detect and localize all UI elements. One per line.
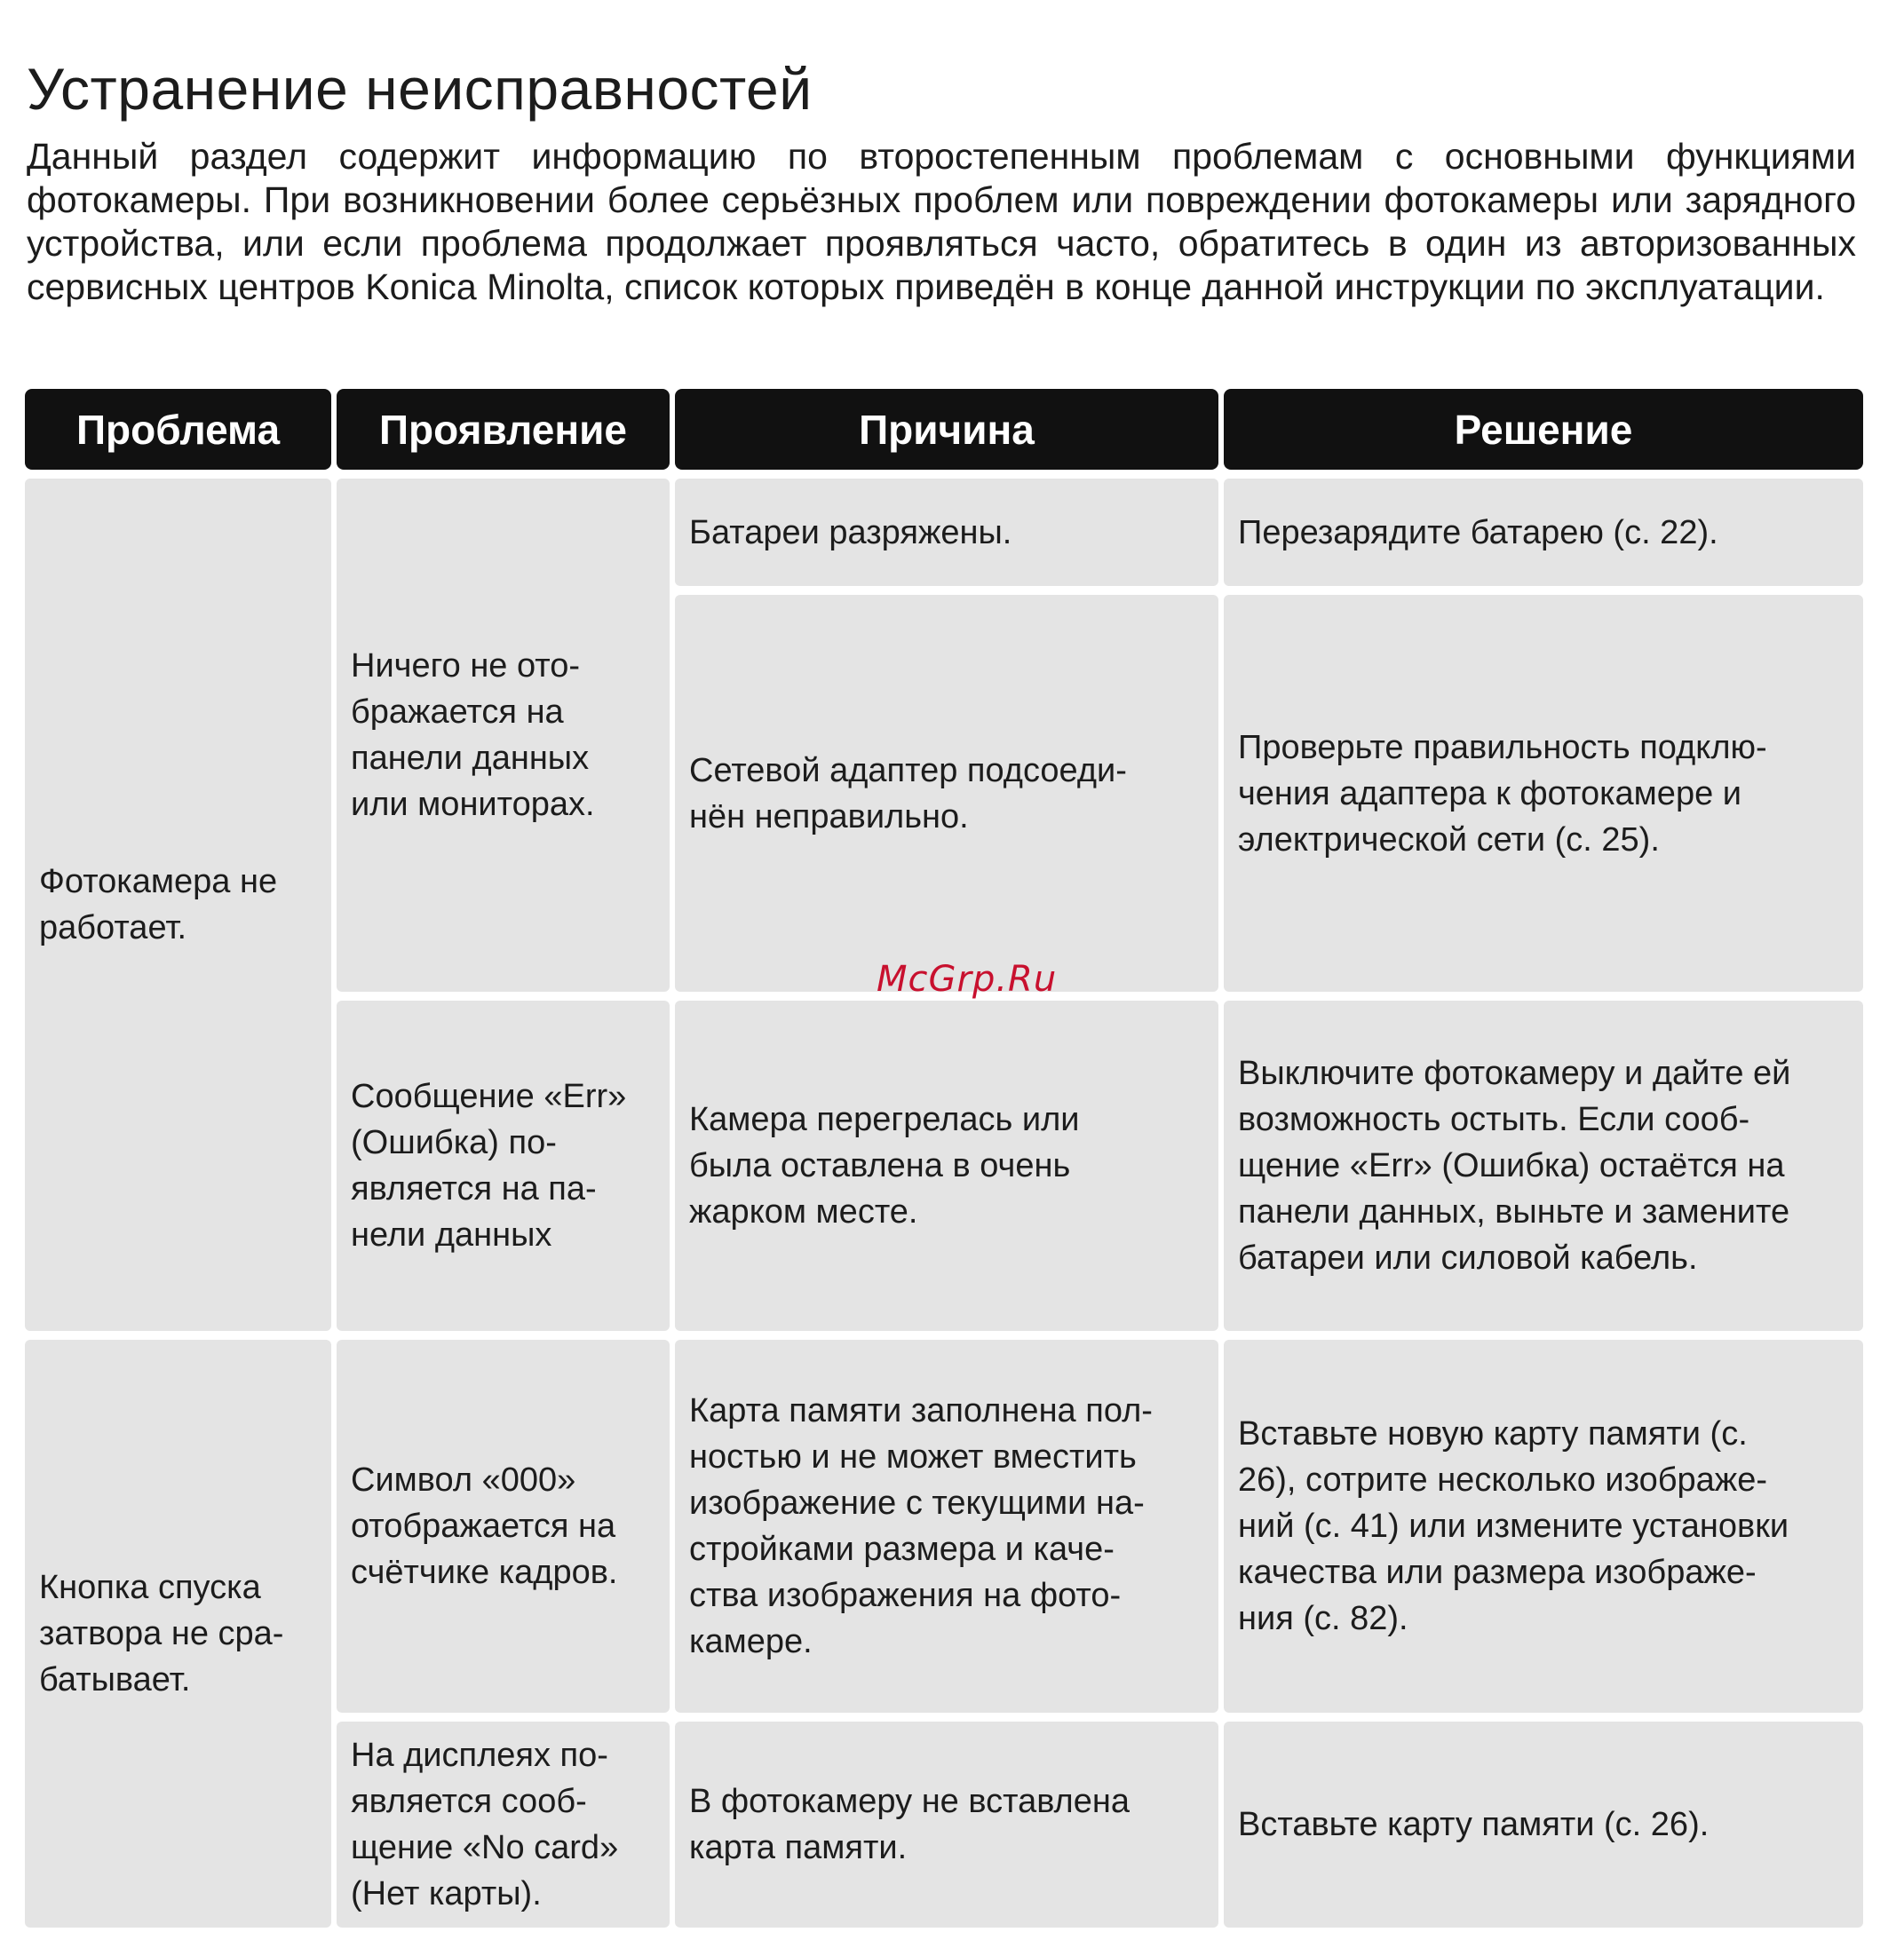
header-symptom: Проявление (337, 389, 670, 470)
header-problem: Проблема (25, 389, 331, 470)
solution-cell: Перезарядите батарею (с. 22). (1224, 479, 1863, 586)
problem-cell: Фотокамера не работает. (25, 479, 331, 1331)
symptom-cell: Ничего не ото- бражается на панели данных или мониторах. (337, 479, 670, 992)
solution-cell: Проверьте правильность подклю- чения адаптера к фотокамере и электрической сети (с. 25). (1224, 595, 1863, 992)
symptom-cell: На дисплеях по- является сооб- щение «No card» (Нет карты). (337, 1722, 670, 1928)
cause-cell: Батареи разряжены. (675, 479, 1218, 586)
symptom-cell: Символ «000» отображается на счётчике кадров. (337, 1340, 670, 1713)
cause-cell: Сетевой адаптер подсоеди- нён неправильно. (675, 595, 1218, 992)
solution-cell: Вставьте новую карту памяти (с. 26), сотрите несколько изображе- ний (с. 41) или измените установки качества или размера изображе- ния (с. 82). (1224, 1340, 1863, 1713)
intro-paragraph: Данный раздел содержит информацию по второстепенным проблемам с основными функциями фотокамеры. При возникновении более серьёзных проблем или повреждении фотокамеры или зарядного устройства, или если проблема продолжает проявляться часто, обратитесь в один из авторизованных сервисных центров Konica Minolta, список которых приведён в конце данной инструкции по эксплуатации. (27, 136, 1856, 307)
cause-cell: Карта памяти заполнена пол- ностью и не может вместить изображение с текущими на- стройками размера и каче- ства изображения на фото- камере. (675, 1340, 1218, 1713)
solution-cell: Вставьте карту памяти (с. 26). (1224, 1722, 1863, 1928)
header-cause: Причина (675, 389, 1218, 470)
cause-cell: В фотокамеру не вставлена карта памяти. (675, 1722, 1218, 1928)
symptom-cell: Сообщение «Err» (Ошибка) по- является на па- нели данных (337, 1001, 670, 1331)
solution-cell: Выключите фотокамеру и дайте ей возможность остыть. Если сооб- щение «Err» (Ошибка) остаётся на панели данных, выньте и замените батареи или силовой кабель. (1224, 1001, 1863, 1331)
problem-cell: Кнопка спуска затвора не сра- батывает. (25, 1340, 331, 1928)
watermark-text: McGrp.Ru (877, 959, 1058, 1000)
page-title: Устранение неисправностей (27, 56, 813, 122)
troubleshooting-table (25, 389, 1863, 1916)
cause-cell: Камера перегрелась или была оставлена в очень жарком месте. (675, 1001, 1218, 1331)
header-solution: Решение (1224, 389, 1863, 470)
